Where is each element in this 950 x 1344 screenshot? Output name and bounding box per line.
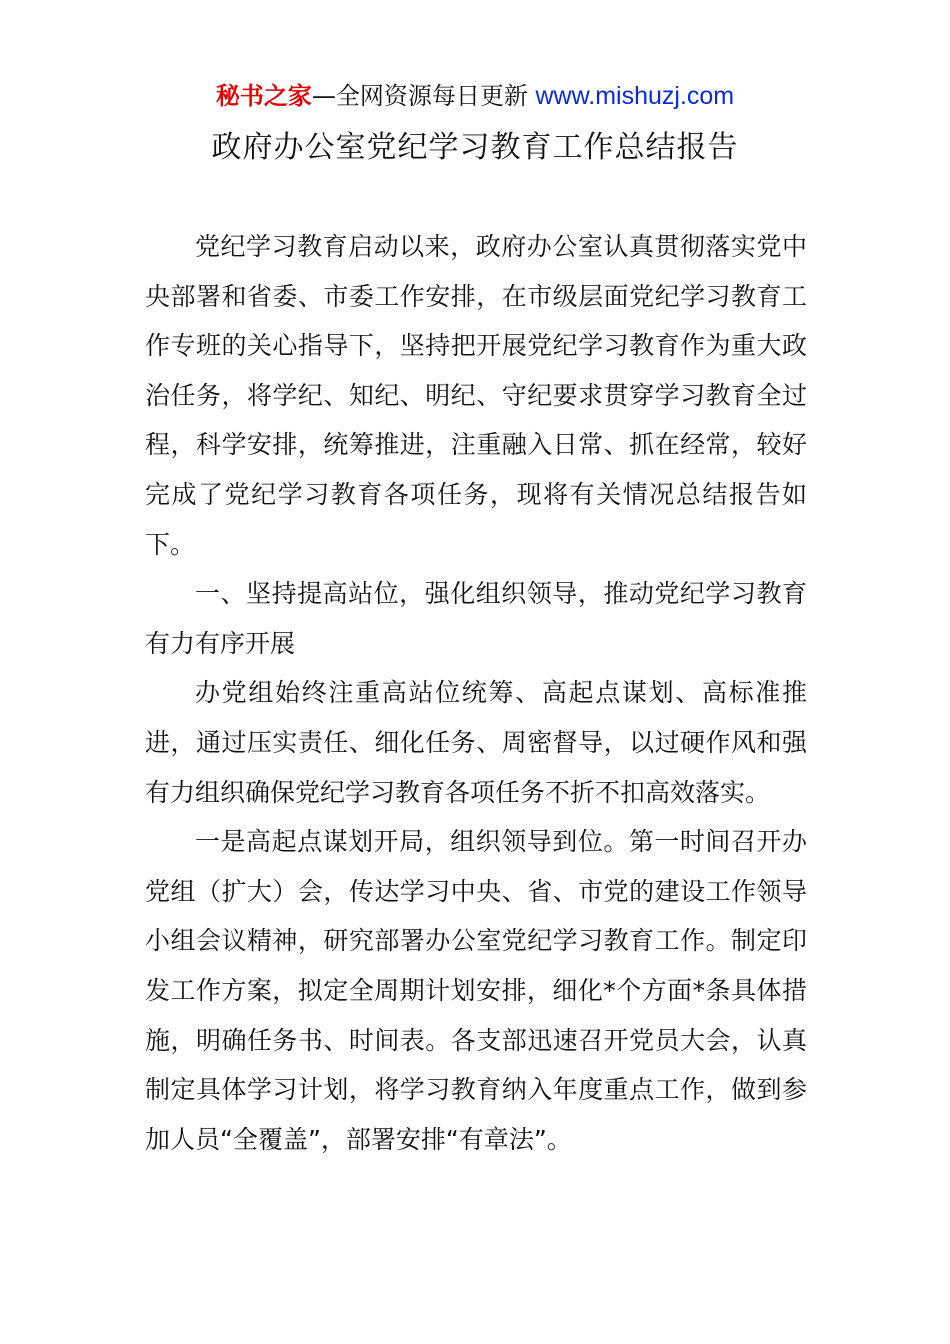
document-body [145,222,807,1164]
site-header [0,80,950,112]
section-heading-1: 一、坚持提高站位，强化组织领导，推动党纪学习教育有力有序开展 [145,579,807,658]
section-1-item-1-paragraph: 一是高起点谋划开局，组织领导到位。第一时间召开办党组（扩大）会，传达学习中央、省、市党的建设工作领导小组会议精神，研究部署办公室党纪学习教育工作。制定印发工作方案，拟定全周期计划安排，细化*个方面*条具体措施，明确任务书、时间表。各支部迅速召开党员大会，认真制定具体学习计划，将学习教育纳入年度重点工作，做到参加人员“全覆盖”，部署安排“有章法”。 [145,827,807,1154]
section-1-paragraph: 办党组始终注重高站位统筹、高起点谋划、高标准推进，通过压实责任、细化任务、周密督导，以过硬作风和强有力组织确保党纪学习教育各项任务不折不扣高效落实。 [145,678,807,807]
intro-paragraph: 党纪学习教育启动以来，政府办公室认真贯彻落实党中央部署和省委、市委工作安排，在市级层面党纪学习教育工作专班的关心指导下，坚持把开展党纪学习教育作为重大政治任务，将学纪、知纪、明纪、守纪要求贯穿学习教育全过程，科学安排，统筹推进，注重融入日常、抓在经常，较好完成了党纪学习教育各项任务，现将有关情况总结报告如下。 [145,232,807,559]
site-url-link[interactable]: www.mishuzj.com [535,82,735,110]
document-title: 政府办公室党纪学习教育工作总结报告 [211,130,739,165]
brand-name: 秘书之家 [215,82,312,110]
header-slogan: —全网资源每日更新 [311,82,528,110]
